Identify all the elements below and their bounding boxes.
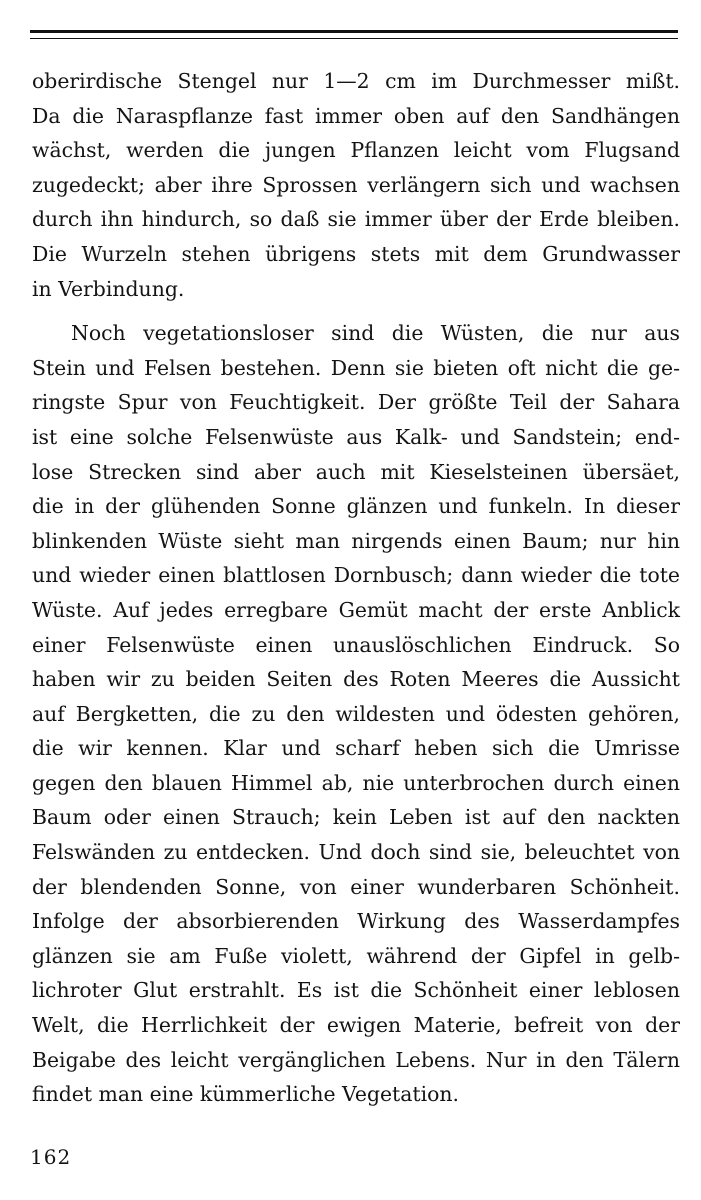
header-rule-thin (30, 38, 678, 39)
text-line: ist eine solche Felsenwüste aus Kalk- und Sandstein; end- (32, 424, 680, 449)
text-line: einer Felsenwüste einen unauslöschlichen Eindruck. So (32, 632, 680, 657)
text-line: ringste Spur von Feuchtigkeit. Der größte Teil der Sahara (32, 390, 680, 415)
page-number: 162 (30, 1145, 72, 1169)
text-line: zugedeckt; aber ihre Sprossen verlängern sich und wachsen (32, 172, 680, 197)
text-line: haben wir zu beiden Seiten des Roten Meeres die Aussicht (32, 667, 680, 692)
text-line: gegen den blauen Himmel ab, nie unterbrochen durch einen (32, 770, 680, 795)
header-rule-thick (30, 30, 678, 33)
text-line: Beigabe des leicht vergänglichen Lebens. Nur in den Tälern (32, 1047, 680, 1072)
paragraph-1 (32, 64, 680, 306)
text-line: auf Bergketten, die zu den wildesten und ödesten gehören, (32, 701, 680, 726)
text-line: Felswänden zu entdecken. Und doch sind sie, beleuchtet von (32, 840, 680, 865)
text-line: lose Strecken sind aber auch mit Kieselsteinen übersäet, (32, 459, 680, 484)
text-line: die wir kennen. Klar und scharf heben sich die Umrisse (32, 736, 680, 761)
text-line: Infolge der absorbierenden Wirkung des Wasserdampfes (32, 909, 680, 934)
text-line: Welt, die Herrlichkeit der ewigen Materie, befreit von der (32, 1013, 680, 1038)
text-line: Wüste. Auf jedes erregbare Gemüt macht der erste Anblick (32, 597, 680, 622)
text-line: durch ihn hindurch, so daß sie immer über der Erde bleiben. (32, 207, 680, 232)
text-line: oberirdische Stengel nur 1—2 cm im Durchmesser mißt. (32, 69, 680, 93)
text-line: wächst, werden die jungen Pflanzen leicht vom Flugsand (32, 138, 680, 163)
text-line: Stein und Felsen bestehen. Denn sie bieten oft nicht die ge- (32, 355, 680, 380)
text-line: Baum oder einen Strauch; kein Leben ist auf den nackten (32, 805, 680, 830)
text-line: Noch vegetationsloser sind die Wüsten, die nur aus (71, 321, 680, 346)
text-line: und wieder einen blattlosen Dornbusch; dann wieder die tote (32, 563, 680, 588)
text-line: findet man eine kümmerliche Vegetation. (32, 1082, 460, 1107)
text-line: glänzen sie am Fuße violett, während der Gipfel in gelb- (32, 943, 680, 968)
text-line: der blendenden Sonne, von einer wunderbaren Schönheit. (32, 874, 680, 899)
text-line: Die Wurzeln stehen übrigens stets mit dem Grundwasser (32, 241, 680, 266)
text-line: Da die Naraspflanze fast immer oben auf den Sandhängen (32, 103, 680, 128)
text-line: blinkenden Wüste sieht man nirgends einen Baum; nur hin (32, 528, 680, 553)
text-line: die in der glühenden Sonne glänzen und funkeln. In dieser (32, 494, 680, 519)
text-line: in Verbindung. (32, 276, 185, 301)
text-line: lichroter Glut erstrahlt. Es ist die Schönheit einer leblosen (32, 978, 680, 1003)
body-text (32, 64, 680, 1112)
paragraph-2 (32, 316, 680, 1112)
